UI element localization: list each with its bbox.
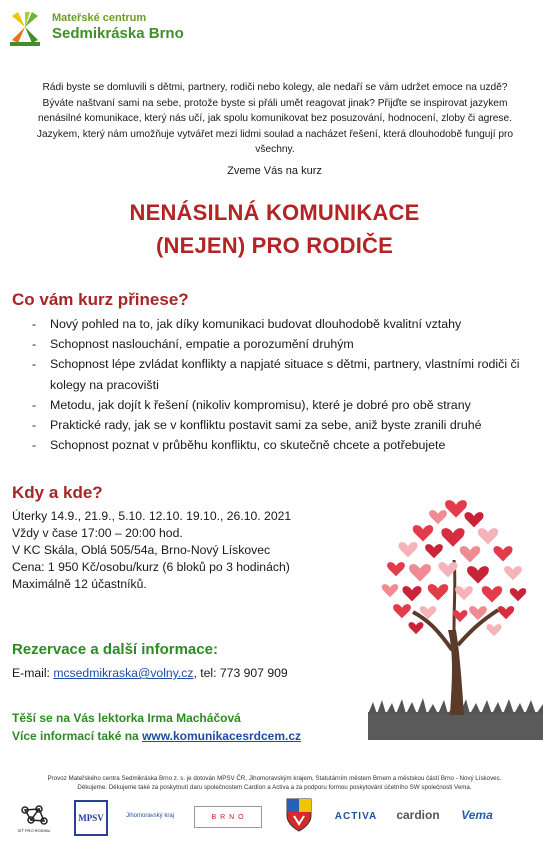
list-item: - Praktické rady, jak se v konfliktu postavit sami za sebe, aniž byste zranili druhé <box>32 418 482 433</box>
course-price: Cena: 1 950 Kč/osobu/kurz (6 bloků po 3 hodinách) <box>12 560 290 574</box>
novy-liskovec-crest-icon <box>286 798 312 832</box>
sit-label: SÍŤ PRO RODINU <box>17 827 51 833</box>
list-item: - Metodu, jak dojít k řešení (nikoliv kompromisu), které je dobré pro obě strany <box>32 397 471 412</box>
course-capacity: Maximálně 12 účastníků. <box>12 577 147 591</box>
reservation-heading: Rezervace a další informace: <box>12 641 218 658</box>
logo-title: Sedmikráska Brno <box>52 25 184 42</box>
course-time: Vždy v čase 17:00 – 20:00 hod. <box>12 526 183 540</box>
course-title-line2: (NEJEN) PRO RODIČE <box>155 233 394 258</box>
jmk-logo: Jihomoravský kraj <box>125 813 174 819</box>
logo-subtitle: Mateřské centrum <box>52 12 147 24</box>
heart-tree-icon <box>368 480 543 745</box>
website-link[interactable]: www.komunikacesrdcem.cz <box>142 729 302 743</box>
when-details <box>12 508 291 593</box>
course-title-line1: NENÁSILNÁ KOMUNIKACE <box>129 200 420 225</box>
course-place: V KC Skála, Oblá 505/54a, Brno-Nový Lískovec <box>12 543 271 557</box>
benefits-heading: Co vám kurz přinese? <box>12 290 189 309</box>
activa-logo: ACTIVA <box>334 810 378 822</box>
email-label: E-mail: <box>12 666 54 680</box>
list-item: - Nový pohled na to, jak díky komunikaci budovat dlouhodobě kvalitní vztahy <box>32 317 462 331</box>
lector-info <box>12 709 301 745</box>
intro-text: Rádi byste se domluvili s dětmi, partnery, rodiči nebo kolegy, ale nedaří se vám udržet emoce na uzdě? Býváte naštvaní sami na sebe, protože byste si přáli umět reagovat jinak? Přijďte se inspirovat jazykem nenásilné komunikace, který nás učí, jak spolu komunikovat bez posuzování, hodnocení, zloby či agrese. Jazykem, který nám umožňuje vytvářet mezi lidmi soulad a nacházet řešení, která dlouhodobě fungují pro všechny. <box>36 82 514 156</box>
footer-line1: Provoz Mateřského centra Sedmikráska Brno z. s. je dotován MPSV ČR, Jihomoravským krajem, Statutárním městem Brnem a městskou částí Brno - Nový Lískovec. <box>47 775 502 782</box>
list-item: - Schopnost naslouchání, empatie a porozumění druhým <box>32 337 354 352</box>
brno-logo: B R N O <box>194 806 262 828</box>
footer-text <box>10 774 539 792</box>
cardion-logo: cardion <box>396 808 440 822</box>
list-item: - Schopnost lépe zvládat konflikty a napjaté situace s dětmi, partnery, vlastními rodiči či kolegy na pracovišti <box>32 357 520 392</box>
network-icon <box>19 804 49 828</box>
invite-text: Zveme Vás na kurz <box>227 165 322 177</box>
contact-line <box>12 666 288 680</box>
more-info-label: Více informací také na <box>12 729 143 743</box>
footer-line2: Děkujeme. Děkujeme také za poskytnutí daru společnostem Cardion a Activa a za podporu formou poskytování účetního SW společnosti Vema. <box>77 784 472 791</box>
phone-text: , tel: 773 907 909 <box>193 666 288 680</box>
when-heading: Kdy a kde? <box>12 483 103 502</box>
mpsv-logo: MPSV <box>74 800 108 836</box>
lector-line: Těší se na Vás lektorka Irma Macháčová <box>12 711 241 725</box>
course-dates: Úterky 14.9., 21.9., 5.10. 12.10. 19.10., 26.10. 2021 <box>12 509 292 523</box>
sit-pro-rodinu-logo <box>14 800 54 836</box>
email-link[interactable]: mcsedmikraska@volny.cz <box>53 666 194 680</box>
list-item: - Schopnost poznat v průběhu konfliktu, co skutečně chcete a potřebujete <box>32 438 446 453</box>
vema-logo: Vema <box>461 808 493 822</box>
benefits-list <box>24 314 544 455</box>
